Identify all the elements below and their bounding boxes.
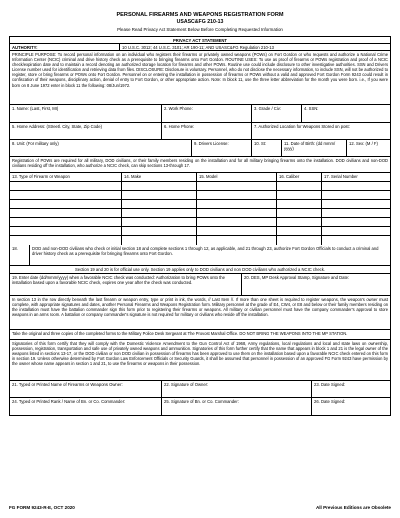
form-id: FG FORM 9243-R-E, OCT 2020: [9, 505, 75, 510]
weapon-cell[interactable]: [277, 191, 322, 199]
date-of-birth-field[interactable]: 11. Date of Birth: (dd mmm/ yyyy): [282, 140, 347, 156]
sec18-text[interactable]: DOD and non-DOD civilians who check or initial section 18 and complete sections 1 through 12, as applicable, and 21 through 23, authorize Fort Gordon Officials to conduct a criminal and driver history check as a prerequisite for bringing firearms onto Fort Gordon.: [32, 246, 379, 256]
weapon-cell[interactable]: [322, 236, 390, 245]
weapon-cell[interactable]: [10, 182, 122, 190]
weapon-cell[interactable]: [197, 209, 277, 217]
weapon-cell[interactable]: [197, 200, 277, 208]
weapon-cell[interactable]: [322, 200, 390, 208]
weapon-cell[interactable]: [197, 227, 277, 235]
weapon-cell[interactable]: [122, 191, 197, 199]
weapon-type-header: 13. Type of Firearm or Weapon: [10, 173, 122, 181]
commander-date-field[interactable]: 26. Date Signed:: [314, 399, 346, 404]
weapon-row: [10, 182, 390, 191]
storage-location-field[interactable]: 7. Authorized Location for Weapons Stored on post:: [254, 124, 350, 129]
weapon-cell[interactable]: [122, 236, 197, 245]
mp-approval-field[interactable]: 20. DES, MP Desk Approval Stamp, Signature and Date:: [244, 275, 350, 280]
weapon-cell[interactable]: [122, 218, 197, 226]
ssn-field[interactable]: 4. SSN:: [304, 106, 319, 111]
weapon-cell[interactable]: [322, 182, 390, 190]
weapon-row: [10, 191, 390, 200]
owner-date-field[interactable]: 23. Date Signed:: [314, 382, 346, 387]
form-title: PERSONAL FIREARMS AND WEAPONS REGISTRATION FORM: [116, 12, 284, 18]
weapon-model-header: 15. Model: [197, 173, 277, 181]
weapon-row: [10, 200, 390, 209]
weapon-cell[interactable]: [122, 200, 197, 208]
certification-text: Signatories of this form certify that they will comply with the Domestic Violence Amendment to the Gun Control Act of 1968, Army regulations, local regulations and local and state laws on ownership, possession, registration, transportation and safe use of privately owned weapons and ammunition. Signatories of this form further certify that the name that appears in block 1 and 21 is the legal owner of the weapons listed in sections 13-17, or the DOD civilian or non DOD civilian in possession of firearms has been approved to use them on the installation based upon a favorable NCIC check entered on this form in section 19. Unless otherwise determined by Fort Gordon Law Enforcement Officials or Security Guards, it shall be assumed that personnel in possession of an approved FG Form 9243 have permission by the owner whose name appears in section 1 and 21, to use the firearms or weapons in their possession.: [12, 341, 388, 367]
weapon-cell[interactable]: [122, 182, 197, 190]
weapon-cell[interactable]: [277, 227, 322, 235]
weapon-cell[interactable]: [277, 182, 322, 190]
weapon-cell[interactable]: [277, 209, 322, 217]
owner-name-field[interactable]: 21. Typed or Printed Name of Firearms or Weapons Owner:: [10, 381, 162, 397]
drivers-license-field[interactable]: 9. Drivers License:: [192, 140, 252, 156]
weapon-cell[interactable]: [10, 236, 122, 245]
work-phone-field[interactable]: 2. Work Phone:: [162, 105, 252, 122]
weapon-cell[interactable]: [277, 218, 322, 226]
weapon-row: [10, 236, 390, 245]
instructions: In section 13 in the row directly beneath the last firearm or weapon entry, type or print in ink, the words, // Last Item //. If more than one sheet is required to register weapons, the weapon's owner must complete, with appropriate signatures and dates, another Personal Firearms and Weapons Registration form. Military personnel at the grade of E4, CW4, or E8 and below or their family members residing on the installation must have the battalion commander sign this form prior to registering their firearms or weapons. All military or civilian personnel must have the company commander's approval to store weapons in an arms room. A battalion or company commander's signature is not required for military or civilians who reside off the installation.: [12, 297, 388, 318]
privacy-heading: PRIVACY ACT STATEMENT: [173, 38, 227, 43]
name-field[interactable]: 1. Name: (Last, First, MI): [10, 105, 162, 122]
weapon-cell[interactable]: [197, 236, 277, 245]
weapon-cell[interactable]: [322, 218, 390, 226]
weapon-cell[interactable]: [322, 191, 390, 199]
weapon-cell[interactable]: [197, 182, 277, 190]
weapon-cell[interactable]: [10, 209, 122, 217]
privacy-statement: PRINCIPLE PURPOSE: To record personal information on an individual who registers their firearms or privately owned weapons (POWs) on Fort Gordon or who requests and authorize a National Crime Information Center (NCIC) criminal and drive history check as a prerequisite to bringing firearms onto Fort Gordon. ROUTINE USES: To use as proof of firearms or POWs registration and proof of a NCIC check/expiration date and to maintain a record denoting an authorized storage location for firearms and other POWs. Routine use could include disclosure to other investigative authorities. SSN and Drivers License number used for identification and retrieving data from files. DISCLOSURE: Disclosure is voluntary. Personnel, who do not disclose the necessary information, to include SSN, will not be authorized to register, store or bring firearms or POWs onto Fort Gordon. Personnel on or entering the installation in possession of firearms or POWs without a valid and approved Fort Gordon Form 9243 could result in confiscation of their weapons, disciplinary action, denial of entry to Fort Gordon, or other appropriate action. Note: In block 11, use the three letter abbreviation for the month you were born. i.e., If you were born on 8 June 1972 enter in block 11 the following: 08/Jun/1972.: [12, 52, 388, 88]
weapon-cell[interactable]: [277, 236, 322, 245]
instructions-mp: Take the original and three copies of the completed forms to the Military Police Desk Sergeant at The Provost Marshal Office. DO NOT BRING THE WEAPONS INTO THE MP STATION.: [12, 331, 348, 336]
weapon-cell[interactable]: [10, 218, 122, 226]
weapon-cell[interactable]: [10, 191, 122, 199]
form-footer: [9, 505, 391, 510]
state-field[interactable]: 10. St:: [252, 140, 282, 156]
weapon-cell[interactable]: [197, 191, 277, 199]
unit-field[interactable]: 8. Unit: (For military only): [10, 140, 192, 156]
weapon-make-header: 14. Make: [122, 173, 197, 181]
grade-field[interactable]: 3. Grade / Civ:: [252, 105, 302, 122]
weapon-cell[interactable]: [10, 200, 122, 208]
weapon-cell[interactable]: [277, 200, 322, 208]
instruction-text: Please Read Privacy Act Statement Below Before Completing Requested Information: [117, 27, 283, 32]
registration-form: [9, 36, 391, 416]
authority-text: 10 U.S.C. 3012; 44 U.S.C. 3101; AR 190-11; AND USASC&FG Regulation 210-13: [122, 45, 274, 50]
sex-field[interactable]: 12. Sex: (M / F): [349, 141, 378, 146]
home-address-field[interactable]: 5. Home Address: (Streetl. City, State, Zip Code): [10, 123, 162, 139]
owner-signature-field[interactable]: 22. Signature of Owner:: [162, 381, 312, 397]
weapon-cell[interactable]: [122, 227, 197, 235]
commander-signature-field[interactable]: 25. Signature of Bn. or Co. Commander:: [162, 398, 312, 415]
authority-label: AUTHORITY:: [10, 44, 120, 50]
weapon-cell[interactable]: [322, 227, 390, 235]
weapon-caliber-header: 16. Caliber: [277, 173, 322, 181]
home-phone-field[interactable]: 6. Home Phone:: [162, 123, 252, 139]
regulation-number: USASC&FG 210-13: [176, 19, 224, 25]
obsolete-note: All Previous Editions are Obsolete: [315, 505, 391, 510]
weapon-row: [10, 227, 390, 236]
weapon-serial-header: 17. Serial Number: [324, 174, 358, 179]
weapon-cell[interactable]: [322, 209, 390, 217]
sec18-note: Section 19 and 20 is for official use only. Section 19 applies only to DOD civilians and non DOD civilians who authorized a NCIC check.: [74, 267, 326, 272]
weapon-cell[interactable]: [10, 227, 122, 235]
ncic-check-field[interactable]: 19. Enter date (dd/mmm/yyyy) when a favorable NCIC check was conducted: Authorization to bring POWs onto the installation based upon a favorable NCIC check, expires one year after the check was conducted.: [10, 274, 242, 295]
weapon-rows: [10, 182, 390, 245]
weapon-cell[interactable]: [197, 218, 277, 226]
weapon-cell[interactable]: [122, 209, 197, 217]
commander-name-field[interactable]: 24. Typed or Printed Rank / Name of Bn. or Co. Commander:: [10, 398, 162, 415]
weapon-row: [10, 218, 390, 227]
registration-note: Registration of POWs are required for all military, DOD civilians, or their family members residing on the installation and for all military bringing firearms onto the installation. DOD civilians and non-DOD civilians residing off the installation, who authorize a NCIC check, can skip sections 13-through 17.: [12, 158, 388, 169]
weapon-row: [10, 209, 390, 218]
form-header: [9, 12, 391, 33]
sec18-number: 18.: [10, 245, 30, 265]
